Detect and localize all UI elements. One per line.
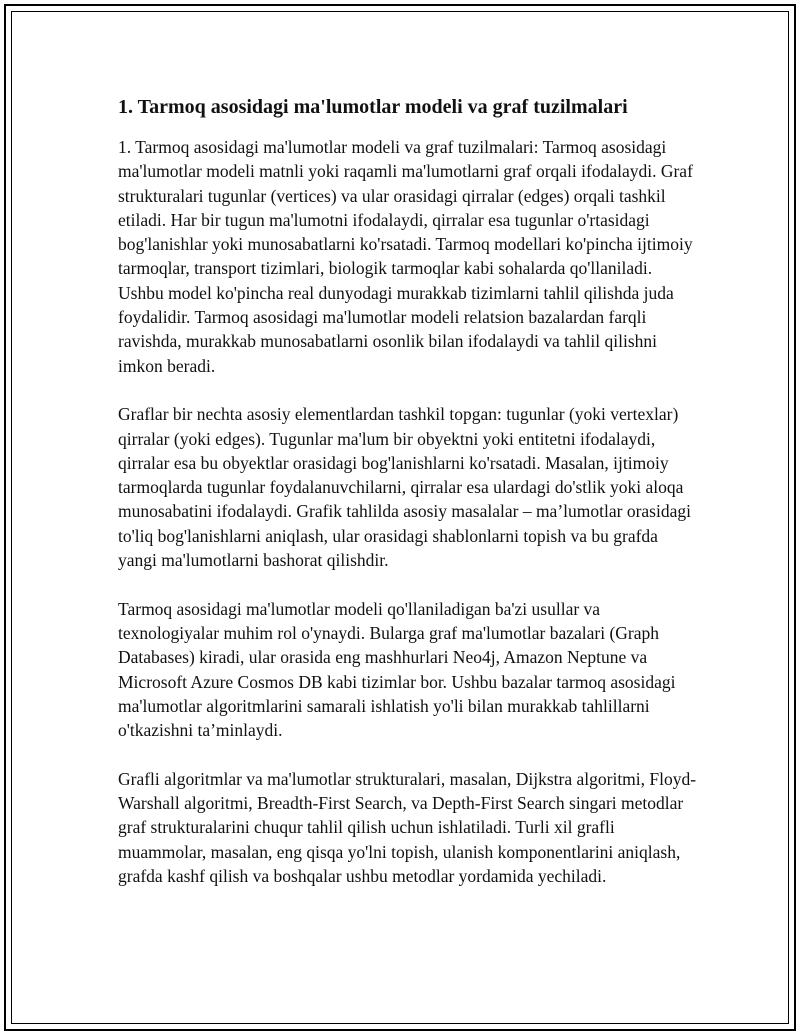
- document-body: [118, 94, 698, 913]
- paragraph: Tarmoq asosidagi ma'lumotlar modeli qo'llaniladigan ba'zi usullar va texnologiyalar muhim rol o'ynaydi. Bularga graf ma'lumotlar bazalari (Graph Databases) kiradi, ular orasida eng mashhurlari Neo4j, Amazon Neptune va Microsoft Azure Cosmos DB kabi tizimlar bor. Ushbu bazalar tarmoq asosidagi ma'lumotlar algoritmlarini samarali ishlatish yo'li bilan murakkab tahlillarni o'tkazishni ta’minlaydi.: [118, 598, 676, 741]
- paragraph: Grafli algoritmlar va ma'lumotlar strukturalari, masalan, Dijkstra algoritmi, Floyd-Warshall algoritmi, Breadth-First Search, va Depth-First Search singari metodlar graf strukturalarini chuqur tahlil qilish uchun ishlatiladi. Turli xil grafli muammolar, masalan, eng qisqa yo'lni topish, ulanish komponentlarini aniqlash, grafda kashf qilish va boshqalar ushbu metodlar yordamida yechiladi.: [118, 768, 697, 886]
- section-heading: 1. Tarmoq asosidagi ma'lumotlar modeli va graf tuzilmalari: [118, 96, 628, 118]
- paragraph: Graflar bir nechta asosiy elementlardan tashkil topgan: tugunlar (yoki vertexlar) qirralar (yoki edges). Tugunlar ma'lum bir obyektni yoki entitetni ifodalaydi, qirralar esa bu obyektlar orasidagi bog'lanishlarni ko'rsatadi. Masalan, ijtimoiy tarmoqlarda tugunlar foydalanuvchilarni, qirralar esa ulardagi do'stlik yoki aloqa munosabatini ifodalaydi. Grafik tahlilda asosiy masalalar – ma’lumotlar orasidagi to'liq bog'lanishlarni aniqlash, ular orasidagi shablonlarni topish va bu grafda yangi ma'lumotlarni bashorat qilishdir.: [118, 404, 691, 571]
- paragraph: 1. Tarmoq asosidagi ma'lumotlar modeli va graf tuzilmalari: Tarmoq asosidagi ma'lumotlar modeli matnli yoki raqamli ma'lumotlarni graf orqali ifodalaydi. Graf strukturalari tugunlar (vertices) va ular orasidagi qirralar (edges) orqali tashkil etiladi. Har bir tugun ma'lumotni ifodalaydi, qirralar esa tugunlar o'rtasidagi bog'lanishlar yoki munosabatlarni ko'rsatadi. Tarmoq modellari ko'pincha ijtimoiy tarmoqlar, transport tizimlari, biologik tarmoqlar kabi sohalarda qo'llaniladi. Ushbu model ko'pincha real dunyodagi murakkab tizimlarni tahlil qilishda juda foydalidir. Tarmoq asosidagi ma'lumotlar modeli relatsion bazalardan farqli ravishda, murakkab munosabatlarni osonlik bilan ifodalaydi va tahlil qilishni imkon beradi.: [118, 137, 693, 376]
